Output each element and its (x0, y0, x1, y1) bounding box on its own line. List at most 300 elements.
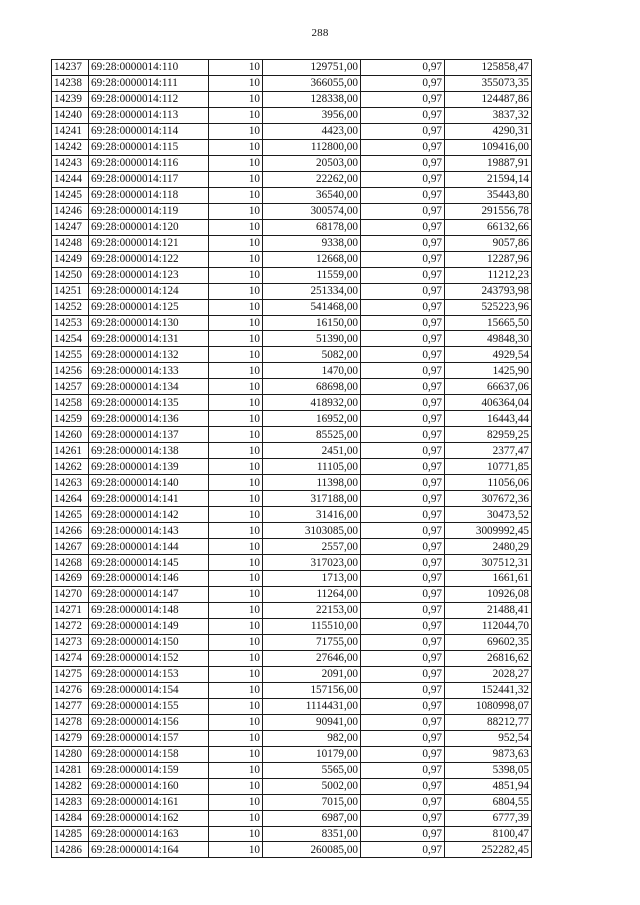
category-code-cell: 10 (209, 331, 263, 347)
table-row (52, 475, 532, 491)
row-number-cell: 14239 (52, 91, 89, 107)
cadastral-number-cell: 69:28:0000014:157 (89, 730, 209, 746)
coefficient-cell: 0,97 (361, 155, 445, 171)
coefficient-cell: 0,97 (361, 411, 445, 427)
coefficient-cell: 0,97 (361, 139, 445, 155)
cadastral-number-cell: 69:28:0000014:154 (89, 682, 209, 698)
result-cell: 6804,55 (445, 794, 532, 810)
category-code-cell: 10 (209, 123, 263, 139)
value-cell: 115510,00 (263, 618, 361, 634)
table-row (52, 235, 532, 251)
cadastral-number-cell: 69:28:0000014:159 (89, 762, 209, 778)
coefficient-cell: 0,97 (361, 586, 445, 602)
table-row (52, 251, 532, 267)
row-number-cell: 14247 (52, 219, 89, 235)
category-code-cell: 10 (209, 267, 263, 283)
result-cell: 16443,44 (445, 411, 532, 427)
coefficient-cell: 0,97 (361, 299, 445, 315)
result-cell: 124487,86 (445, 91, 532, 107)
row-number-cell: 14285 (52, 826, 89, 842)
result-cell: 952,54 (445, 730, 532, 746)
value-cell: 16952,00 (263, 411, 361, 427)
row-number-cell: 14267 (52, 539, 89, 555)
result-cell: 5398,05 (445, 762, 532, 778)
coefficient-cell: 0,97 (361, 235, 445, 251)
row-number-cell: 14271 (52, 602, 89, 618)
cadastral-number-cell: 69:28:0000014:142 (89, 507, 209, 523)
category-code-cell: 10 (209, 411, 263, 427)
category-code-cell: 10 (209, 107, 263, 123)
cadastral-number-cell: 69:28:0000014:162 (89, 810, 209, 826)
value-cell: 2091,00 (263, 666, 361, 682)
table-body (52, 60, 532, 858)
table-row (52, 347, 532, 363)
category-code-cell: 10 (209, 571, 263, 587)
category-code-cell: 10 (209, 251, 263, 267)
table-row (52, 395, 532, 411)
category-code-cell: 10 (209, 139, 263, 155)
result-cell: 355073,35 (445, 75, 532, 91)
cadastral-number-cell: 69:28:0000014:124 (89, 283, 209, 299)
page-number: 288 (311, 27, 329, 39)
category-code-cell: 10 (209, 491, 263, 507)
coefficient-cell: 0,97 (361, 459, 445, 475)
coefficient-cell: 0,97 (361, 219, 445, 235)
category-code-cell: 10 (209, 730, 263, 746)
row-number-cell: 14256 (52, 363, 89, 379)
coefficient-cell: 0,97 (361, 762, 445, 778)
coefficient-cell: 0,97 (361, 347, 445, 363)
coefficient-cell: 0,97 (361, 778, 445, 794)
category-code-cell: 10 (209, 698, 263, 714)
value-cell: 260085,00 (263, 842, 361, 858)
row-number-cell: 14266 (52, 523, 89, 539)
cadastral-number-cell: 69:28:0000014:117 (89, 171, 209, 187)
coefficient-cell: 0,97 (361, 618, 445, 634)
coefficient-cell: 0,97 (361, 91, 445, 107)
row-number-cell: 14281 (52, 762, 89, 778)
table-row (52, 555, 532, 571)
table-row (52, 714, 532, 730)
value-cell: 27646,00 (263, 650, 361, 666)
value-cell: 2557,00 (263, 539, 361, 555)
result-cell: 21594,14 (445, 171, 532, 187)
category-code-cell: 10 (209, 602, 263, 618)
result-cell: 307512,31 (445, 555, 532, 571)
result-cell: 10926,08 (445, 586, 532, 602)
cadastral-number-cell: 69:28:0000014:143 (89, 523, 209, 539)
result-cell: 9873,63 (445, 746, 532, 762)
category-code-cell: 10 (209, 507, 263, 523)
cadastral-number-cell: 69:28:0000014:137 (89, 427, 209, 443)
cadastral-number-cell: 69:28:0000014:160 (89, 778, 209, 794)
value-cell: 85525,00 (263, 427, 361, 443)
cadastral-number-cell: 69:28:0000014:144 (89, 539, 209, 555)
category-code-cell: 10 (209, 203, 263, 219)
value-cell: 541468,00 (263, 299, 361, 315)
category-code-cell: 10 (209, 60, 263, 76)
coefficient-cell: 0,97 (361, 650, 445, 666)
result-cell: 525223,96 (445, 299, 532, 315)
cadastral-number-cell: 69:28:0000014:158 (89, 746, 209, 762)
result-cell: 109416,00 (445, 139, 532, 155)
value-cell: 112800,00 (263, 139, 361, 155)
result-cell: 66637,06 (445, 379, 532, 395)
coefficient-cell: 0,97 (361, 203, 445, 219)
table-row (52, 842, 532, 858)
table-row (52, 75, 532, 91)
category-code-cell: 10 (209, 283, 263, 299)
category-code-cell: 10 (209, 778, 263, 794)
value-cell: 9338,00 (263, 235, 361, 251)
cadastral-number-cell: 69:28:0000014:140 (89, 475, 209, 491)
table-row (52, 60, 532, 76)
coefficient-cell: 0,97 (361, 714, 445, 730)
table-row (52, 379, 532, 395)
table-row (52, 187, 532, 203)
result-cell: 1661,61 (445, 571, 532, 587)
coefficient-cell: 0,97 (361, 602, 445, 618)
value-cell: 11105,00 (263, 459, 361, 475)
category-code-cell: 10 (209, 746, 263, 762)
row-number-cell: 14258 (52, 395, 89, 411)
category-code-cell: 10 (209, 523, 263, 539)
cadastral-number-cell: 69:28:0000014:111 (89, 75, 209, 91)
value-cell: 31416,00 (263, 507, 361, 523)
value-cell: 3103085,00 (263, 523, 361, 539)
result-cell: 1425,90 (445, 363, 532, 379)
category-code-cell: 10 (209, 75, 263, 91)
row-number-cell: 14275 (52, 666, 89, 682)
value-cell: 300574,00 (263, 203, 361, 219)
table-row (52, 267, 532, 283)
row-number-cell: 14282 (52, 778, 89, 794)
result-cell: 26816,62 (445, 650, 532, 666)
coefficient-cell: 0,97 (361, 842, 445, 858)
result-cell: 15665,50 (445, 315, 532, 331)
coefficient-cell: 0,97 (361, 682, 445, 698)
cadastral-number-cell: 69:28:0000014:134 (89, 379, 209, 395)
cadastral-value-table (51, 59, 532, 858)
category-code-cell: 10 (209, 299, 263, 315)
table-row (52, 459, 532, 475)
table-row (52, 171, 532, 187)
row-number-cell: 14262 (52, 459, 89, 475)
coefficient-cell: 0,97 (361, 730, 445, 746)
cadastral-number-cell: 69:28:0000014:164 (89, 842, 209, 858)
coefficient-cell: 0,97 (361, 379, 445, 395)
value-cell: 11398,00 (263, 475, 361, 491)
table-row (52, 219, 532, 235)
coefficient-cell: 0,97 (361, 666, 445, 682)
value-cell: 157156,00 (263, 682, 361, 698)
coefficient-cell: 0,97 (361, 523, 445, 539)
cadastral-number-cell: 69:28:0000014:122 (89, 251, 209, 267)
table-row (52, 746, 532, 762)
value-cell: 10179,00 (263, 746, 361, 762)
result-cell: 11212,23 (445, 267, 532, 283)
row-number-cell: 14254 (52, 331, 89, 347)
value-cell: 317023,00 (263, 555, 361, 571)
result-cell: 406364,04 (445, 395, 532, 411)
category-code-cell: 10 (209, 682, 263, 698)
table-row (52, 299, 532, 315)
row-number-cell: 14238 (52, 75, 89, 91)
result-cell: 6777,39 (445, 810, 532, 826)
table-row (52, 571, 532, 587)
row-number-cell: 14280 (52, 746, 89, 762)
row-number-cell: 14274 (52, 650, 89, 666)
value-cell: 1114431,00 (263, 698, 361, 714)
cadastral-number-cell: 69:28:0000014:123 (89, 267, 209, 283)
cadastral-number-cell: 69:28:0000014:121 (89, 235, 209, 251)
cadastral-number-cell: 69:28:0000014:147 (89, 586, 209, 602)
value-cell: 6987,00 (263, 810, 361, 826)
cadastral-number-cell: 69:28:0000014:146 (89, 571, 209, 587)
result-cell: 10771,85 (445, 459, 532, 475)
row-number-cell: 14242 (52, 139, 89, 155)
row-number-cell: 14277 (52, 698, 89, 714)
value-cell: 22262,00 (263, 171, 361, 187)
row-number-cell: 14248 (52, 235, 89, 251)
category-code-cell: 10 (209, 363, 263, 379)
result-cell: 1080998,07 (445, 698, 532, 714)
row-number-cell: 14269 (52, 571, 89, 587)
category-code-cell: 10 (209, 459, 263, 475)
value-cell: 11559,00 (263, 267, 361, 283)
value-cell: 317188,00 (263, 491, 361, 507)
coefficient-cell: 0,97 (361, 75, 445, 91)
category-code-cell: 10 (209, 155, 263, 171)
coefficient-cell: 0,97 (361, 475, 445, 491)
result-cell: 82959,25 (445, 427, 532, 443)
row-number-cell: 14270 (52, 586, 89, 602)
value-cell: 366055,00 (263, 75, 361, 91)
row-number-cell: 14260 (52, 427, 89, 443)
cadastral-number-cell: 69:28:0000014:141 (89, 491, 209, 507)
coefficient-cell: 0,97 (361, 634, 445, 650)
cadastral-number-cell: 69:28:0000014:114 (89, 123, 209, 139)
table-row (52, 650, 532, 666)
row-number-cell: 14263 (52, 475, 89, 491)
cadastral-number-cell: 69:28:0000014:163 (89, 826, 209, 842)
result-cell: 21488,41 (445, 602, 532, 618)
row-number-cell: 14259 (52, 411, 89, 427)
value-cell: 71755,00 (263, 634, 361, 650)
coefficient-cell: 0,97 (361, 60, 445, 76)
cadastral-number-cell: 69:28:0000014:113 (89, 107, 209, 123)
result-cell: 66132,66 (445, 219, 532, 235)
coefficient-cell: 0,97 (361, 491, 445, 507)
table-row (52, 634, 532, 650)
coefficient-cell: 0,97 (361, 539, 445, 555)
row-number-cell: 14241 (52, 123, 89, 139)
category-code-cell: 10 (209, 379, 263, 395)
cadastral-number-cell: 69:28:0000014:153 (89, 666, 209, 682)
cadastral-number-cell: 69:28:0000014:110 (89, 60, 209, 76)
cadastral-number-cell: 69:28:0000014:120 (89, 219, 209, 235)
value-cell: 8351,00 (263, 826, 361, 842)
result-cell: 30473,52 (445, 507, 532, 523)
value-cell: 36540,00 (263, 187, 361, 203)
row-number-cell: 14244 (52, 171, 89, 187)
result-cell: 152441,32 (445, 682, 532, 698)
table-row (52, 682, 532, 698)
cadastral-number-cell: 69:28:0000014:119 (89, 203, 209, 219)
table-row (52, 507, 532, 523)
table-row (52, 778, 532, 794)
value-cell: 20503,00 (263, 155, 361, 171)
row-number-cell: 14251 (52, 283, 89, 299)
result-cell: 252282,45 (445, 842, 532, 858)
value-cell: 251334,00 (263, 283, 361, 299)
cadastral-number-cell: 69:28:0000014:152 (89, 650, 209, 666)
result-cell: 35443,80 (445, 187, 532, 203)
cadastral-number-cell: 69:28:0000014:148 (89, 602, 209, 618)
value-cell: 68698,00 (263, 379, 361, 395)
table-row (52, 331, 532, 347)
coefficient-cell: 0,97 (361, 810, 445, 826)
value-cell: 2451,00 (263, 443, 361, 459)
category-code-cell: 10 (209, 347, 263, 363)
coefficient-cell: 0,97 (361, 395, 445, 411)
coefficient-cell: 0,97 (361, 251, 445, 267)
table-row (52, 762, 532, 778)
row-number-cell: 14246 (52, 203, 89, 219)
table-row (52, 139, 532, 155)
cadastral-number-cell: 69:28:0000014:118 (89, 187, 209, 203)
result-cell: 12287,96 (445, 251, 532, 267)
value-cell: 982,00 (263, 730, 361, 746)
row-number-cell: 14283 (52, 794, 89, 810)
category-code-cell: 10 (209, 555, 263, 571)
value-cell: 7015,00 (263, 794, 361, 810)
row-number-cell: 14245 (52, 187, 89, 203)
coefficient-cell: 0,97 (361, 267, 445, 283)
row-number-cell: 14257 (52, 379, 89, 395)
cadastral-number-cell: 69:28:0000014:145 (89, 555, 209, 571)
category-code-cell: 10 (209, 634, 263, 650)
category-code-cell: 10 (209, 443, 263, 459)
value-cell: 5002,00 (263, 778, 361, 794)
row-number-cell: 14250 (52, 267, 89, 283)
row-number-cell: 14276 (52, 682, 89, 698)
cadastral-number-cell: 69:28:0000014:112 (89, 91, 209, 107)
result-cell: 88212,77 (445, 714, 532, 730)
cadastral-number-cell: 69:28:0000014:135 (89, 395, 209, 411)
cadastral-number-cell: 69:28:0000014:130 (89, 315, 209, 331)
category-code-cell: 10 (209, 171, 263, 187)
table-row (52, 315, 532, 331)
value-cell: 128338,00 (263, 91, 361, 107)
coefficient-cell: 0,97 (361, 555, 445, 571)
table-row (52, 411, 532, 427)
category-code-cell: 10 (209, 475, 263, 491)
coefficient-cell: 0,97 (361, 171, 445, 187)
coefficient-cell: 0,97 (361, 746, 445, 762)
row-number-cell: 14279 (52, 730, 89, 746)
category-code-cell: 10 (209, 539, 263, 555)
result-cell: 4290,31 (445, 123, 532, 139)
coefficient-cell: 0,97 (361, 107, 445, 123)
table-row (52, 91, 532, 107)
table-row (52, 586, 532, 602)
result-cell: 2028,27 (445, 666, 532, 682)
cadastral-number-cell: 69:28:0000014:149 (89, 618, 209, 634)
category-code-cell: 10 (209, 842, 263, 858)
result-cell: 19887,91 (445, 155, 532, 171)
row-number-cell: 14264 (52, 491, 89, 507)
value-cell: 4423,00 (263, 123, 361, 139)
coefficient-cell: 0,97 (361, 427, 445, 443)
value-cell: 68178,00 (263, 219, 361, 235)
category-code-cell: 10 (209, 762, 263, 778)
value-cell: 5082,00 (263, 347, 361, 363)
value-cell: 5565,00 (263, 762, 361, 778)
table-row (52, 123, 532, 139)
result-cell: 49848,30 (445, 331, 532, 347)
category-code-cell: 10 (209, 91, 263, 107)
cadastral-number-cell: 69:28:0000014:125 (89, 299, 209, 315)
category-code-cell: 10 (209, 618, 263, 634)
result-cell: 291556,78 (445, 203, 532, 219)
cadastral-number-cell: 69:28:0000014:131 (89, 331, 209, 347)
value-cell: 1713,00 (263, 571, 361, 587)
table-row (52, 203, 532, 219)
row-number-cell: 14249 (52, 251, 89, 267)
category-code-cell: 10 (209, 826, 263, 842)
value-cell: 22153,00 (263, 602, 361, 618)
value-cell: 418932,00 (263, 395, 361, 411)
result-cell: 2377,47 (445, 443, 532, 459)
result-cell: 243793,98 (445, 283, 532, 299)
cadastral-number-cell: 69:28:0000014:139 (89, 459, 209, 475)
table-row (52, 730, 532, 746)
cadastral-number-cell: 69:28:0000014:138 (89, 443, 209, 459)
category-code-cell: 10 (209, 219, 263, 235)
row-number-cell: 14261 (52, 443, 89, 459)
table-row (52, 794, 532, 810)
category-code-cell: 10 (209, 187, 263, 203)
coefficient-cell: 0,97 (361, 507, 445, 523)
coefficient-cell: 0,97 (361, 331, 445, 347)
row-number-cell: 14252 (52, 299, 89, 315)
category-code-cell: 10 (209, 427, 263, 443)
row-number-cell: 14273 (52, 634, 89, 650)
table-row (52, 363, 532, 379)
table-row (52, 107, 532, 123)
result-cell: 2480,29 (445, 539, 532, 555)
result-cell: 112044,70 (445, 618, 532, 634)
value-cell: 90941,00 (263, 714, 361, 730)
table-row (52, 427, 532, 443)
result-cell: 8100,47 (445, 826, 532, 842)
result-cell: 3009992,45 (445, 523, 532, 539)
category-code-cell: 10 (209, 395, 263, 411)
table-row (52, 602, 532, 618)
table-row (52, 443, 532, 459)
value-cell: 3956,00 (263, 107, 361, 123)
value-cell: 12668,00 (263, 251, 361, 267)
row-number-cell: 14243 (52, 155, 89, 171)
result-cell: 3837,32 (445, 107, 532, 123)
category-code-cell: 10 (209, 794, 263, 810)
value-cell: 11264,00 (263, 586, 361, 602)
cadastral-number-cell: 69:28:0000014:116 (89, 155, 209, 171)
result-cell: 11056,06 (445, 475, 532, 491)
coefficient-cell: 0,97 (361, 283, 445, 299)
coefficient-cell: 0,97 (361, 187, 445, 203)
